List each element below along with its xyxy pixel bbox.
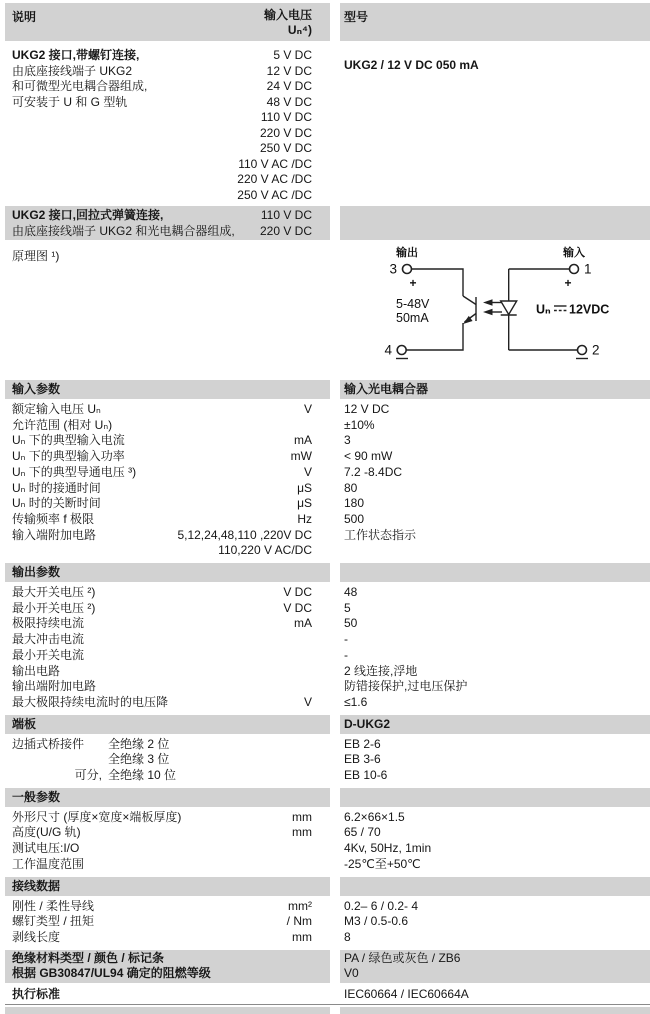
light-arrow-head	[483, 309, 493, 316]
param-value: EB 3-6	[344, 752, 381, 767]
param-unit: / Nm	[286, 914, 312, 929]
param-unit: V DC	[283, 585, 312, 600]
param-label: Uₙ 时的关断时间	[12, 496, 101, 511]
section-title: 一般参数	[12, 789, 61, 804]
section-right-title: D-UKG2	[344, 716, 391, 731]
section-band	[0, 788, 650, 807]
param-unit: V	[303, 402, 312, 416]
terminal-2-circle	[578, 346, 587, 355]
insulation-label: 根据 GB30847/UL94 确定的阻燃等级	[12, 966, 211, 981]
param-label: 高度(U/G 轨)	[12, 825, 81, 840]
column-title-input-voltage	[264, 8, 312, 41]
spring-variant-band-right	[340, 206, 650, 240]
param-label: Uₙ 下的典型输入功率	[12, 449, 125, 464]
voltage-option: 250 V DC	[259, 141, 312, 155]
param-label: 最大冲击电流	[12, 632, 85, 647]
param-value: 180	[344, 496, 365, 511]
param-value: 0.2– 6 / 0.2- 4	[344, 898, 419, 913]
param-unit: μS	[297, 480, 312, 495]
insulation-value: PA / 绿色或灰色 / ZB6	[344, 950, 461, 965]
param-value: 4Kv, 50Hz, 1min	[344, 841, 432, 856]
terminal-2-number: 2	[592, 342, 600, 358]
section-rows	[0, 585, 650, 711]
param-row	[0, 601, 650, 617]
intro-block	[0, 48, 650, 203]
param-value: EB 10-6	[344, 768, 388, 783]
column-title-model: 型号	[344, 10, 369, 24]
section-right-title: 输入光电耦合器	[344, 382, 429, 396]
input-voltage-title: 输入电压	[263, 8, 312, 22]
param-value: 6.2×66×1.5	[344, 809, 405, 824]
voltage-option: 220 V AC /DC	[237, 172, 312, 186]
variant-voltage: 110 V DC	[260, 208, 312, 222]
nominal-voltage-symbol: Uₙ	[536, 302, 551, 317]
standards-value: IEC60664 / IEC60664A	[344, 986, 469, 1001]
nominal-voltage-value: 12VDC	[569, 302, 610, 317]
spring-variant-row	[12, 223, 312, 239]
param-value: ≤1.6	[344, 694, 368, 709]
param-row	[0, 914, 650, 930]
param-label: 传输频率 f 极限	[12, 511, 95, 526]
param-row	[0, 543, 650, 559]
terminal-3-plus: +	[409, 276, 417, 290]
param-row	[0, 632, 650, 648]
param-unit: mm²	[288, 898, 312, 913]
param-unit: mW	[290, 449, 312, 464]
param-row	[0, 402, 650, 418]
voltage-option: 5 V DC	[273, 48, 312, 62]
param-row	[0, 679, 650, 695]
param-unit: mm	[292, 825, 312, 840]
param-row	[0, 481, 650, 497]
description-line: 和可微型光电耦合器组成,	[12, 79, 148, 93]
param-row	[0, 857, 650, 873]
param-row	[0, 695, 650, 711]
param-label: 外形尺寸 (厚度×宽度×端板厚度)	[12, 809, 182, 824]
param-label: 额定输入电压 Uₙ	[12, 402, 101, 416]
description-line: 由底座接线端子 UKG2	[12, 63, 133, 78]
voltage-option: 48 V DC	[266, 94, 312, 109]
param-value: 12 V DC	[344, 402, 390, 416]
param-unit: mA	[294, 433, 312, 448]
section-rows	[0, 899, 650, 946]
voltage-list	[237, 48, 312, 203]
param-value: -	[344, 647, 348, 662]
bottom-band	[0, 1007, 650, 1014]
endplate-row	[0, 752, 650, 768]
section-title: 接线数据	[12, 878, 61, 893]
output-label: 输出	[396, 247, 418, 259]
input-voltage-subtitle: Uₙ⁴)	[287, 23, 312, 37]
param-row	[0, 528, 650, 544]
param-value: EB 2-6	[344, 736, 381, 751]
endplate-label: 可分,	[74, 768, 102, 783]
standards-label: 执行标准	[12, 986, 61, 1001]
product-description	[12, 48, 147, 203]
section-rows	[0, 810, 650, 873]
schematic-area	[0, 244, 650, 376]
insulation-label: 绝缘材料类型 / 颜色 / 标记条	[12, 950, 165, 965]
param-label: 最小开关电流	[12, 647, 85, 662]
light-arrow-head	[483, 299, 493, 306]
param-row	[0, 899, 650, 915]
wire-bottom-left	[406, 323, 463, 350]
load-voltage-range: 5-48V	[396, 297, 430, 311]
param-value: 3	[344, 433, 351, 448]
voltage-option: 110 V AC /DC	[238, 156, 312, 171]
param-row	[0, 512, 650, 528]
section-band	[0, 877, 650, 896]
param-value: 防错接保护,过电压保护	[344, 679, 468, 694]
section-band	[0, 715, 650, 734]
param-label: 最大开关电压 ²)	[12, 585, 96, 600]
wire-top-left	[412, 269, 464, 296]
endplate-variant: 全绝缘 2 位	[108, 736, 170, 751]
param-unit: μS	[297, 496, 312, 511]
param-unit: mm	[292, 929, 312, 944]
param-unit: mA	[294, 616, 312, 631]
param-label: 剥线长度	[12, 929, 61, 944]
voltage-option: 24 V DC	[266, 79, 312, 93]
param-row	[0, 449, 650, 465]
endplate-label: 边插式桥接件	[12, 736, 85, 751]
endplate-row	[0, 737, 650, 753]
column-title-description: 说明	[12, 10, 37, 24]
terminal-1-number: 1	[584, 261, 592, 277]
param-row	[0, 841, 650, 857]
param-value: -25℃至+50℃	[344, 856, 421, 871]
bottom-rule	[5, 1004, 650, 1005]
param-sections	[0, 380, 650, 946]
param-unit: V	[303, 464, 312, 479]
voltage-option: 250 V AC /DC	[237, 187, 312, 202]
param-unit: Hz	[297, 511, 312, 526]
param-value: 65 / 70	[344, 825, 381, 840]
param-unit: mm	[292, 809, 312, 824]
led-diode-symbol	[501, 301, 517, 315]
param-label: Uₙ 下的典型输入电流	[12, 433, 125, 448]
voltage-option: 110 V DC	[260, 110, 312, 124]
param-row	[0, 496, 650, 512]
section-title: 输出参数	[12, 565, 61, 580]
param-unit: V	[303, 694, 312, 709]
terminal-1-plus: +	[564, 276, 572, 290]
param-value: 7.2 -8.4DC	[344, 464, 403, 479]
variant-label: UKG2 接口,回拉式弹簧连接,	[12, 208, 164, 222]
load-current: 50mA	[396, 311, 429, 325]
endplate-label	[12, 752, 108, 768]
voltage-option: 220 V DC	[259, 125, 312, 140]
section-rows	[0, 737, 650, 784]
variant-voltage: 220 V DC	[259, 224, 312, 238]
endplate-row	[0, 768, 650, 784]
transistor-collector	[463, 296, 476, 305]
input-label: 输入	[563, 247, 585, 259]
spring-variant-row	[12, 207, 312, 223]
param-label: 刚性 / 柔性导线	[12, 898, 95, 913]
param-label: 输出端附加电路	[12, 679, 97, 694]
param-unit: 5,12,24,48,110 ,220V DC	[177, 527, 312, 542]
section-rows	[0, 402, 650, 559]
param-row	[0, 465, 650, 481]
param-row	[0, 810, 650, 826]
param-row	[0, 664, 650, 680]
param-label: 螺钉类型 / 扭矩	[12, 914, 95, 929]
endplate-variant: 全绝缘 10 位	[108, 768, 177, 783]
param-value: < 90 mW	[344, 449, 393, 464]
param-label: 允许范围 (相对 Uₙ)	[12, 417, 113, 432]
param-label: 输入端附加电路	[12, 527, 97, 542]
param-unit: V DC	[283, 600, 312, 615]
param-row	[0, 825, 650, 841]
endplate-variant: 全绝缘 3 位	[108, 752, 170, 767]
param-value: ±10%	[344, 417, 375, 432]
optocoupler-circuit-diagram	[350, 244, 650, 376]
section-band	[0, 380, 650, 399]
param-label: 最大极限持续电流时的电压降	[12, 694, 169, 709]
terminal-3-circle	[403, 265, 412, 274]
param-label: 工作温度范围	[12, 856, 85, 871]
param-unit: 110,220 V AC/DC	[218, 543, 312, 558]
param-label: Uₙ 时的接通时间	[12, 480, 101, 495]
table-header-band	[0, 3, 650, 41]
param-value: 500	[344, 511, 365, 526]
terminal-1-circle	[570, 265, 579, 274]
standards-row	[0, 986, 650, 1002]
variant-label: 由底座接线端子 UKG2 和光电耦合器组成,	[12, 224, 235, 238]
model-number: UKG2 / 12 V DC 050 mA	[344, 58, 479, 72]
param-row	[0, 616, 650, 632]
param-value: M3 / 0.5-0.6	[344, 914, 409, 929]
insulation-value: V0	[344, 966, 359, 981]
section-band	[0, 563, 650, 582]
terminal-3-number: 3	[389, 261, 397, 277]
spring-variant-band	[0, 206, 650, 240]
param-row	[0, 433, 650, 449]
param-value: -	[344, 632, 348, 647]
param-value: 工作状态指示	[344, 527, 417, 542]
param-value: 50	[344, 616, 358, 631]
terminal-4-circle	[397, 346, 406, 355]
param-value: 2 线连接,浮地	[344, 663, 418, 678]
param-label: 测试电压:I/O	[12, 841, 80, 856]
param-label: Uₙ 下的典型导通电压 ³)	[12, 464, 137, 479]
param-row	[0, 930, 650, 946]
param-value: 48	[344, 585, 358, 600]
terminal-4-number: 4	[384, 342, 392, 358]
param-label: 极限持续电流	[12, 616, 85, 631]
param-value: 5	[344, 600, 351, 615]
param-value: 80	[344, 480, 358, 495]
section-title: 输入参数	[12, 382, 61, 396]
param-row	[0, 585, 650, 601]
description-line: UKG2 接口,带螺钉连接,	[12, 48, 140, 62]
param-row	[0, 418, 650, 434]
param-label: 最小开关电压 ²)	[12, 600, 96, 615]
section-title: 端板	[12, 716, 37, 731]
description-line: 可安装于 U 和 G 型轨	[12, 94, 128, 109]
param-row	[0, 648, 650, 664]
param-value	[340, 543, 650, 559]
param-label: 输出电路	[12, 663, 61, 678]
insulation-band	[0, 950, 650, 983]
param-value: 8	[344, 929, 351, 944]
schematic-title: 原理图 ¹)	[12, 249, 60, 263]
voltage-option: 12 V DC	[266, 63, 312, 78]
